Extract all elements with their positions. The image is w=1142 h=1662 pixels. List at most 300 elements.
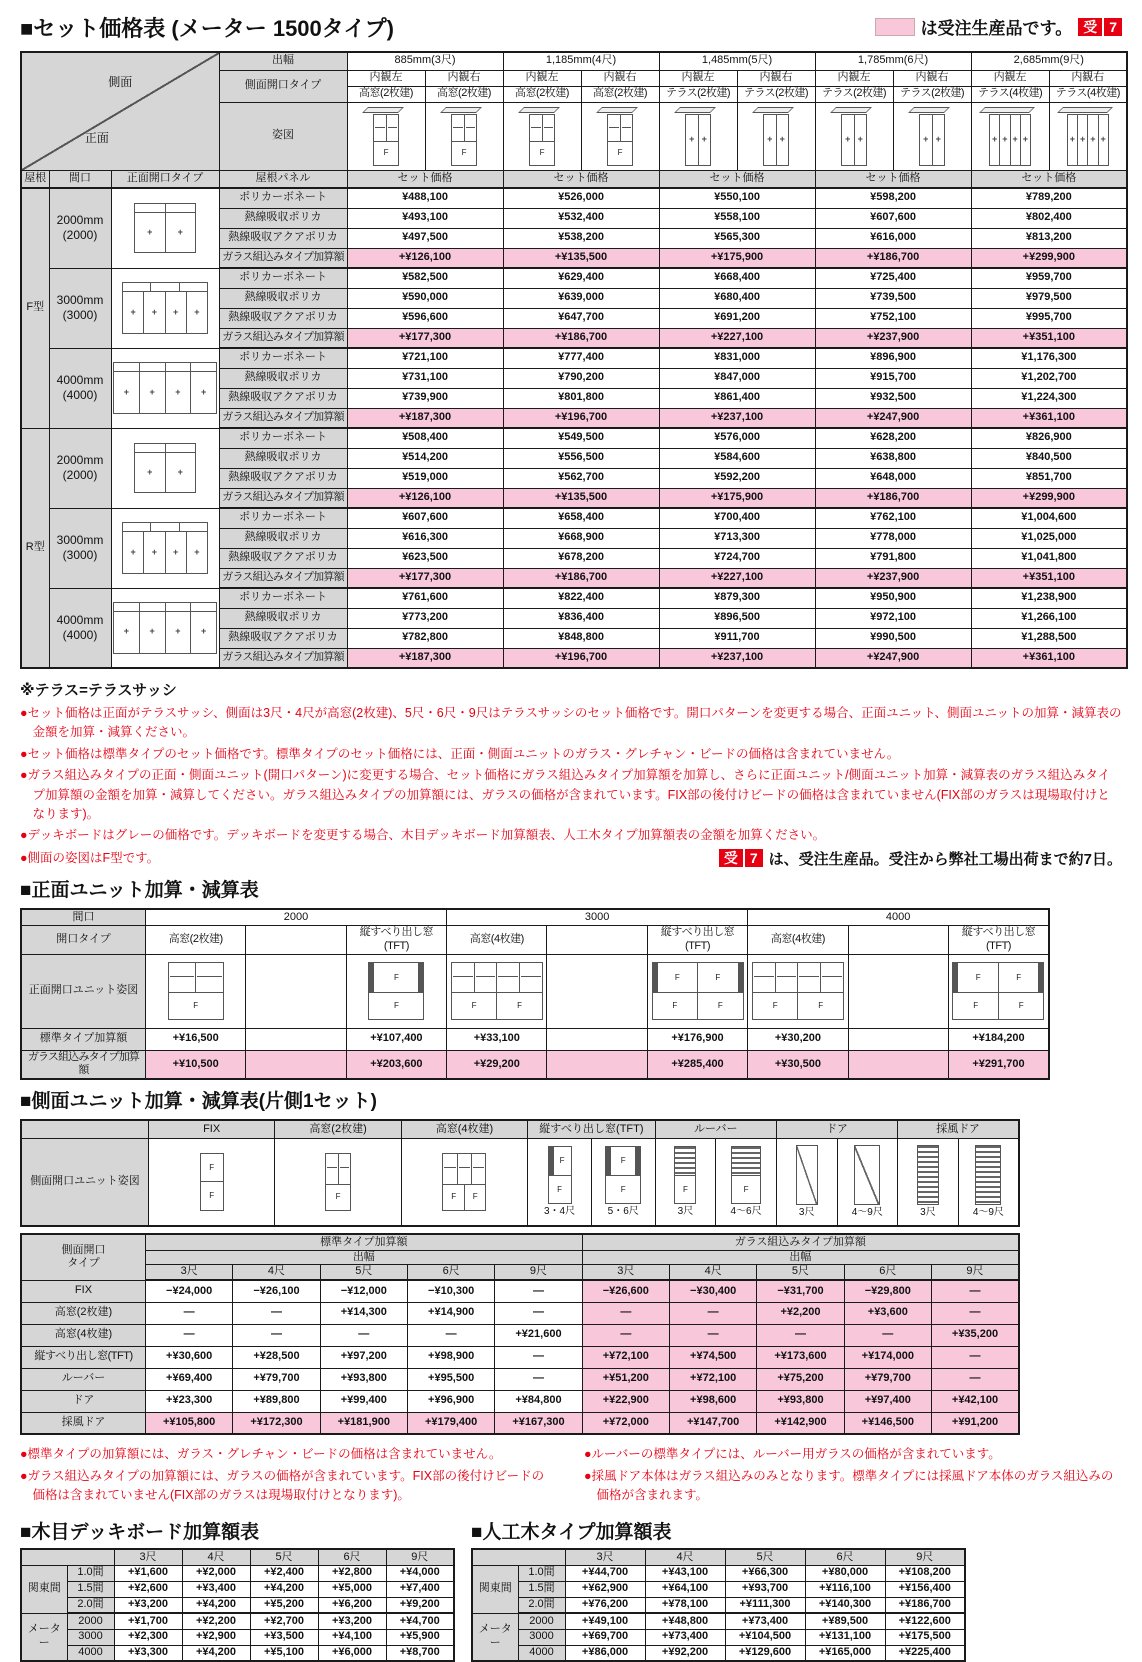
- open-type: 高窓(4枚建): [447, 926, 547, 955]
- maguchi-group: 2000: [145, 909, 446, 926]
- note-bullet: ●ガラス組込みタイプの正面・側面ユニット(開口パターン)に変更する場合、セット価格にガラス組込みタイプ加算額を加算し、さらに正面ユニット/側面ユニット加算・減算表のガラス組込みタイプ加算額の金額を加算・減算してください。ガラス組込みタイプの加算額には、ガラスの価格が含まれています。FIX部の後付けビードの価格は含まれていません(FIX部のガラスは現場取付けとなります)。: [20, 768, 1110, 821]
- group-label: 関東間: [472, 1565, 518, 1613]
- door-icon: [776, 1138, 837, 1226]
- width-header: 885mm(3尺): [347, 52, 503, 70]
- width-header: 3尺: [114, 1549, 182, 1565]
- corner-side-label: 側面: [108, 75, 133, 89]
- front-window-2pane-icon: [111, 188, 219, 268]
- price-cell: ¥596,600: [347, 308, 503, 328]
- vent-door-icon: [898, 1138, 959, 1226]
- maguchi-header: 間口: [49, 170, 111, 188]
- price-cell: ¥790,200: [503, 368, 659, 388]
- sub-label: 2000: [518, 1613, 565, 1629]
- side-type-header: テラス(2枚建): [737, 86, 815, 102]
- side-type-group: ルーバー: [655, 1120, 776, 1138]
- size-caption: 4〜6尺: [730, 1205, 762, 1217]
- price-cell: ¥691,200: [659, 308, 815, 328]
- price-cell: +¥186,700: [503, 568, 659, 588]
- open-type: 縦すべり出し窓(TFT): [948, 926, 1049, 955]
- maguchi-group: 3000: [447, 909, 748, 926]
- price-cell: ¥831,000: [659, 348, 815, 368]
- price-cell: ¥990,500: [815, 628, 971, 648]
- set-price-header: セット価格: [815, 170, 971, 188]
- price-cell: ¥550,100: [659, 188, 815, 208]
- price-cell: ¥813,200: [971, 228, 1127, 248]
- sub-label: 4000: [67, 1645, 114, 1661]
- price-cell: ¥658,400: [503, 508, 659, 528]
- price-cell: ¥826,900: [971, 428, 1127, 448]
- order-badge-left: 受: [1078, 18, 1102, 36]
- price-cell: ¥598,200: [815, 188, 971, 208]
- price-cell: ¥1,224,300: [971, 388, 1127, 408]
- side-type-group: 高窓(4枚建): [401, 1120, 527, 1138]
- price-cell: +¥126,100: [347, 488, 503, 508]
- price-cell: ¥497,500: [347, 228, 503, 248]
- note-bullet: ●採風ドア本体はガラス組込みのみとなります。標準タイプには採風ドア本体のガラス組込みの価格が含まれます。: [584, 1468, 1114, 1502]
- side-highwindow-icon: F: [425, 102, 503, 170]
- price-cell: ¥762,100: [815, 508, 971, 528]
- maguchi-label: 4000mm (4000): [49, 348, 111, 428]
- price-cell: ¥782,800: [347, 628, 503, 648]
- width-header: 1,785mm(6尺): [815, 52, 971, 70]
- inner-left-header: 内観左: [347, 70, 425, 86]
- size-caption: 3尺: [920, 1206, 936, 1218]
- tft-window-icon: F F 3・4尺: [528, 1138, 592, 1226]
- front-window-4pane-icon: [111, 508, 219, 588]
- front-unit-table-title: ■正面ユニット加算・減算表: [20, 879, 259, 901]
- sub-label: 2.0間: [518, 1597, 565, 1613]
- group-label: メーター: [472, 1613, 518, 1661]
- legend-text: は受注生産品です。: [920, 19, 1073, 38]
- front-window-4pane-wide-icon: [111, 588, 219, 668]
- price-cell: ¥777,400: [503, 348, 659, 368]
- side-sugata-header: 側面開口ユニット姿図: [21, 1138, 148, 1226]
- panel-label: ポリカーボネート: [219, 588, 347, 608]
- side-type-header: 高窓(2枚建): [503, 86, 581, 102]
- price-cell: +¥351,100: [971, 328, 1127, 348]
- price-cell: ¥628,200: [815, 428, 971, 448]
- set-price-table: [20, 51, 1128, 669]
- terrace-note: ※テラス=テラスサッシ: [20, 682, 177, 699]
- inner-left-header: 内観左: [659, 70, 737, 86]
- price-cell: +¥237,900: [815, 328, 971, 348]
- inner-right-header: 内観右: [893, 70, 971, 86]
- panel-label: 熱線吸収アクアポリカ: [219, 308, 347, 328]
- row-label: ドア: [21, 1390, 145, 1412]
- side-highwindow-2pane-icon: F: [275, 1138, 401, 1226]
- price-cell: ¥519,000: [347, 468, 503, 488]
- price-cell: ¥592,200: [659, 468, 815, 488]
- width-header: 3尺: [582, 1265, 669, 1280]
- side-type-group: 採風ドア: [898, 1120, 1019, 1138]
- price-cell: ¥638,800: [815, 448, 971, 468]
- price-cell: +¥29,200: [447, 1050, 547, 1079]
- price-cell: +¥10,500: [145, 1050, 245, 1079]
- price-cell: +¥237,900: [815, 568, 971, 588]
- price-cell: ¥623,500: [347, 548, 503, 568]
- front-tft-window-icon: F F F F: [647, 954, 747, 1028]
- price-cell: ¥822,400: [503, 588, 659, 608]
- price-cell: ¥773,200: [347, 608, 503, 628]
- front-highwindow-4pane-icon: F F: [748, 954, 848, 1028]
- price-cell: +¥227,100: [659, 568, 815, 588]
- terrace-2pane-icon: [737, 102, 815, 170]
- price-cell: +¥187,300: [347, 648, 503, 668]
- open-type: 縦すべり出し窓(TFT): [346, 926, 446, 955]
- price-cell: ¥879,300: [659, 588, 815, 608]
- price-cell: +¥16,500: [145, 1028, 245, 1050]
- terrace-2pane-icon: [893, 102, 971, 170]
- price-cell: ¥584,600: [659, 448, 815, 468]
- panel-label: 熱線吸収ポリカ: [219, 448, 347, 468]
- group-label: メーター: [21, 1613, 67, 1661]
- side-type-header: 高窓(2枚建): [581, 86, 659, 102]
- price-cell: +¥175,900: [659, 248, 815, 268]
- maguchi-header: 間口: [21, 909, 145, 926]
- row-label: ルーバー: [21, 1368, 145, 1390]
- inner-left-header: 内観左: [503, 70, 581, 86]
- panel-label: ガラス組込みタイプ加算額: [219, 648, 347, 668]
- price-cell: ¥648,000: [815, 468, 971, 488]
- price-cell: ¥1,266,100: [971, 608, 1127, 628]
- price-cell: ¥590,000: [347, 288, 503, 308]
- price-cell: ¥932,500: [815, 388, 971, 408]
- side-unit-diagram-table: [20, 1119, 1020, 1227]
- price-cell: ¥1,004,600: [971, 508, 1127, 528]
- size-caption: 5・6尺: [607, 1205, 639, 1217]
- terrace-2pane-icon: [659, 102, 737, 170]
- price-cell: +¥203,600: [346, 1050, 446, 1079]
- note-bullet: ●側面の姿図はF型です。: [20, 851, 160, 866]
- price-cell: +¥247,900: [815, 408, 971, 428]
- price-cell: ¥972,100: [815, 608, 971, 628]
- size-caption: 3・4尺: [543, 1205, 576, 1217]
- panel-label: ポリカーボネート: [219, 348, 347, 368]
- debuchi-header: 出幅: [219, 52, 347, 70]
- price-cell: ¥668,400: [659, 268, 815, 288]
- price-cell: +¥186,700: [815, 248, 971, 268]
- price-cell: ¥607,600: [347, 508, 503, 528]
- side-highwindow-icon: F: [581, 102, 659, 170]
- price-cell: +¥361,100: [971, 648, 1127, 668]
- price-cell: +¥175,900: [659, 488, 815, 508]
- price-cell: +¥186,700: [815, 488, 971, 508]
- price-cell: ¥700,400: [659, 508, 815, 528]
- deck-board-section: [20, 1513, 455, 1662]
- side-type-group: 縦すべり出し窓(TFT): [528, 1120, 655, 1138]
- price-cell: ¥1,041,800: [971, 548, 1127, 568]
- panel-label: 熱線吸収ポリカ: [219, 368, 347, 388]
- price-cell: ¥847,000: [659, 368, 815, 388]
- fix-window-icon: F F: [148, 1138, 274, 1226]
- panel-label: 熱線吸収ポリカ: [219, 528, 347, 548]
- panel-label: 熱線吸収アクアポリカ: [219, 468, 347, 488]
- side-type-header: テラス(2枚建): [659, 86, 737, 102]
- sub-label: 1.5間: [518, 1581, 565, 1597]
- panel-label: 熱線吸収アクアポリカ: [219, 548, 347, 568]
- panel-label: 熱線吸収ポリカ: [219, 208, 347, 228]
- price-cell: ¥789,200: [971, 188, 1127, 208]
- row-label: 高窓(4枚建): [21, 1324, 145, 1346]
- sub-label: 1.0間: [67, 1565, 114, 1581]
- note-bullet: ●ルーバーの標準タイプには、ルーバー用ガラスの価格が含まれています。: [584, 1447, 1001, 1462]
- inner-left-header: 内観左: [971, 70, 1049, 86]
- size-caption: 3尺: [677, 1205, 694, 1217]
- sub-label: 4000: [518, 1645, 565, 1661]
- price-cell: ¥532,400: [503, 208, 659, 228]
- inner-right-header: 内観右: [425, 70, 503, 86]
- panel-label: ガラス組込みタイプ加算額: [219, 248, 347, 268]
- louver-icon: F 3尺: [655, 1138, 716, 1226]
- price-cell: ¥582,500: [347, 268, 503, 288]
- debuchi-header: 出幅: [145, 1250, 582, 1265]
- maguchi-label: 3000mm (3000): [49, 268, 111, 348]
- side-open-type-header: 側面開口 タイプ: [21, 1234, 145, 1280]
- front-window-4pane-wide-icon: [111, 348, 219, 428]
- price-cell: ¥739,500: [815, 288, 971, 308]
- vent-door-icon: [958, 1138, 1019, 1226]
- inner-left-header: 内観左: [815, 70, 893, 86]
- price-cell: +¥237,100: [659, 408, 815, 428]
- price-cell: ¥848,800: [503, 628, 659, 648]
- width-header: 3尺: [145, 1265, 232, 1280]
- price-cell: ¥538,200: [503, 228, 659, 248]
- door-icon: [837, 1138, 898, 1226]
- roof-panel-header: 屋根パネル: [219, 170, 347, 188]
- sub-label: 2000: [67, 1613, 114, 1629]
- size-caption: 4〜9尺: [972, 1206, 1004, 1218]
- price-cell: ¥801,800: [503, 388, 659, 408]
- side-type-group: ドア: [776, 1120, 897, 1138]
- panel-label: ポリカーボネート: [219, 188, 347, 208]
- price-cell: +¥177,300: [347, 568, 503, 588]
- width-header: 3尺: [565, 1549, 645, 1565]
- price-cell: +¥135,500: [503, 488, 659, 508]
- panel-label: ガラス組込みタイプ加算額: [219, 568, 347, 588]
- width-header: 2,685mm(9尺): [971, 52, 1127, 70]
- panel-label: ポリカーボネート: [219, 268, 347, 288]
- roof-header: 屋根: [21, 170, 49, 188]
- louver-icon: F 4〜6尺: [716, 1138, 777, 1226]
- order-badge: [1078, 18, 1122, 36]
- price-cell: +¥227,100: [659, 328, 815, 348]
- price-cell: +¥107,400: [346, 1028, 446, 1050]
- set-price-header: セット価格: [503, 170, 659, 188]
- price-cell: ¥851,700: [971, 468, 1127, 488]
- std-group-header: 標準タイプ加算額: [145, 1234, 582, 1250]
- price-cell: ¥836,400: [503, 608, 659, 628]
- panel-label: ポリカーボネート: [219, 428, 347, 448]
- price-cell: ¥616,000: [815, 228, 971, 248]
- price-cell: ¥616,300: [347, 528, 503, 548]
- open-type: 高窓(4枚建): [748, 926, 848, 955]
- width-header: 1,485mm(5尺): [659, 52, 815, 70]
- note-bullet: ●ガラス組込みタイプの加算額には、ガラスの価格が含まれています。FIX部の後付けビードの価格は含まれていません(FIX部のガラスは現場取付けとなります)。: [20, 1468, 545, 1502]
- price-cell: +¥184,200: [948, 1028, 1049, 1050]
- sub-label: 1.5間: [67, 1581, 114, 1597]
- panel-label: 熱線吸収アクアポリカ: [219, 228, 347, 248]
- sub-label: 1.0間: [518, 1565, 565, 1581]
- price-cell: ¥896,900: [815, 348, 971, 368]
- maguchi-label: 2000mm (2000): [49, 428, 111, 508]
- row-label: 縦すべり出し窓(TFT): [21, 1346, 145, 1368]
- panel-label: ガラス組込みタイプ加算額: [219, 488, 347, 508]
- front-unit-table: [20, 908, 1050, 1081]
- side-type-group: FIX: [148, 1120, 274, 1138]
- sub-label: 3000: [518, 1629, 565, 1645]
- price-cell: ¥1,025,000: [971, 528, 1127, 548]
- order-note-text: は、受注生産品。受注から弊社工場出荷まで約7日。: [768, 850, 1122, 868]
- price-cell: ¥514,200: [347, 448, 503, 468]
- price-cell: ¥791,800: [815, 548, 971, 568]
- side-type-header: 高窓(2枚建): [425, 86, 503, 102]
- price-cell: ¥752,100: [815, 308, 971, 328]
- page-title: ■セット価格表 (メーター 1500タイプ): [20, 16, 395, 41]
- roof-type-label: F型: [21, 188, 49, 428]
- inner-right-header: 内観右: [1049, 70, 1127, 86]
- price-cell: ¥778,000: [815, 528, 971, 548]
- tft-window-icon: F F 5・6尺: [591, 1138, 655, 1226]
- price-cell: ¥725,400: [815, 268, 971, 288]
- note-bullet: ●標準タイプの加算額には、ガラス・グレチャン・ビードの価格は含まれていません。: [20, 1447, 502, 1462]
- price-cell: ¥840,500: [971, 448, 1127, 468]
- sub-label: 2.0間: [67, 1597, 114, 1613]
- deck-board-table: 3尺 4尺 5尺 6尺 9尺 関東間 1.0間 +¥1,600 +¥2,000 +¥2,400 +¥2,800 +¥4,000 1.5間 +¥2,600 +¥3,400 +¥4,200 +¥5,000 +¥7,400 2.0間 +¥3,200 +¥4,200 +¥5,200 +¥6,200 +¥9,200 メーター 2000 +¥1,700 +¥2,200 +¥2,700 +¥3,200 +¥4,700 3000 +¥2,300 +¥2,900 +¥3,500 +¥4,100 +¥5,900 4000 +¥3,300 +¥4,200 +¥5,100 +¥6,000 +¥8,700: [20, 1548, 455, 1662]
- price-cell: ¥739,900: [347, 388, 503, 408]
- price-cell: +¥177,300: [347, 328, 503, 348]
- row-label: FIX: [21, 1280, 145, 1302]
- order-lead-time-note: [719, 848, 1122, 869]
- front-sugata-header: 正面開口ユニット姿図: [21, 954, 145, 1028]
- price-cell: ¥1,288,500: [971, 628, 1127, 648]
- sugata-header: 姿図: [219, 102, 347, 170]
- side-highwindow-icon: F: [347, 102, 425, 170]
- footnotes: [20, 1443, 1122, 1507]
- maguchi-label: 3000mm (3000): [49, 508, 111, 588]
- price-cell: ¥668,900: [503, 528, 659, 548]
- price-cell: ¥896,500: [659, 608, 815, 628]
- width-header: 1,185mm(4尺): [503, 52, 659, 70]
- note-bullet: ●デッキボードはグレーの価格です。デッキボードを変更する場合、木目デッキボード加算額表、人工木タイプ加算額表の金額を加算ください。: [20, 828, 826, 843]
- price-cell: ¥526,000: [503, 188, 659, 208]
- price-cell: ¥724,700: [659, 548, 815, 568]
- panel-label: 熱線吸収ポリカ: [219, 288, 347, 308]
- row-label: 採風ドア: [21, 1412, 145, 1434]
- price-cell: ¥629,400: [503, 268, 659, 288]
- price-cell: ¥915,700: [815, 368, 971, 388]
- price-cell: +¥351,100: [971, 568, 1127, 588]
- price-cell: ¥713,300: [659, 528, 815, 548]
- set-price-header: セット価格: [659, 170, 815, 188]
- panel-label: ポリカーボネート: [219, 508, 347, 528]
- price-cell: ¥761,600: [347, 588, 503, 608]
- price-cell: ¥995,700: [971, 308, 1127, 328]
- open-type: 縦すべり出し窓(TFT): [647, 926, 747, 955]
- price-cell: ¥802,400: [971, 208, 1127, 228]
- front-window-4pane-icon: [111, 268, 219, 348]
- price-cell: +¥176,900: [647, 1028, 747, 1050]
- price-cell: ¥678,200: [503, 548, 659, 568]
- front-tft-window-icon: F F F F: [948, 954, 1049, 1028]
- note-bullet: ●セット価格は標準タイプのセット価格です。標準タイプのセット価格には、正面・側面ユニットのガラス・グレチャン・ビードの価格は含まれていません。: [20, 746, 900, 761]
- front-highwindow-4pane-icon: F F: [447, 954, 547, 1028]
- price-cell: ¥508,400: [347, 428, 503, 448]
- panel-label: ガラス組込みタイプ加算額: [219, 408, 347, 428]
- debuchi-header: 出幅: [582, 1250, 1019, 1265]
- panel-label: 熱線吸収アクアポリカ: [219, 388, 347, 408]
- order-legend: [875, 14, 1122, 39]
- deck-table-title: ■木目デッキボード加算額表: [20, 1522, 260, 1544]
- price-cell: +¥299,900: [971, 248, 1127, 268]
- order-badge: 受 7: [719, 849, 763, 867]
- price-cell: +¥196,700: [503, 648, 659, 668]
- sub-label: 3000: [67, 1629, 114, 1645]
- price-cell: ¥576,000: [659, 428, 815, 448]
- price-cell: ¥558,100: [659, 208, 815, 228]
- price-cell: ¥565,300: [659, 228, 815, 248]
- price-cell: ¥680,400: [659, 288, 815, 308]
- price-cell: ¥861,400: [659, 388, 815, 408]
- price-cell: +¥135,500: [503, 248, 659, 268]
- price-cell: +¥299,900: [971, 488, 1127, 508]
- price-cell: +¥285,400: [647, 1050, 747, 1079]
- price-cell: +¥291,700: [948, 1050, 1049, 1079]
- side-type-header: テラス(2枚建): [815, 86, 893, 102]
- artificial-wood-table: 3尺 4尺 5尺 6尺 9尺 関東間 1.0間 +¥44,700 +¥43,100 +¥66,300 +¥80,000 +¥108,200 1.5間 +¥62,900 +¥64,100 +¥93,700 +¥116,100 +¥156,400 2.0間 +¥76,200 +¥78,100 +¥111,300 +¥140,300 +¥186,700 メーター 2000 +¥49,100 +¥48,800 +¥73,400 +¥89,500 +¥122,600 3000 +¥69,700 +¥73,400 +¥104,500 +¥131,100 +¥175,500 4000 +¥86,000 +¥92,200 +¥129,600 +¥165,000 +¥225,400: [471, 1548, 966, 1662]
- price-cell: +¥237,100: [659, 648, 815, 668]
- row-label: 高窓(2枚建): [21, 1302, 145, 1324]
- order-badge-right: 7: [1102, 18, 1122, 36]
- price-cell: ¥647,700: [503, 308, 659, 328]
- price-cell: +¥361,100: [971, 408, 1127, 428]
- size-caption: 3尺: [798, 1206, 815, 1218]
- price-cell: ¥911,700: [659, 628, 815, 648]
- note-bullet: ●セット価格は正面がテラスサッシ、側面は3尺・4尺が高窓(2枚建)、5尺・6尺・9尺はテラスサッシのセット価格です。開口パターンを変更する場合、正面ユニット、側面ユニットの加算・減算表の金額を加算・減算ください。: [20, 706, 1122, 740]
- price-cell: +¥247,900: [815, 648, 971, 668]
- price-cell: ¥1,176,300: [971, 348, 1127, 368]
- price-cell: ¥549,500: [503, 428, 659, 448]
- price-cell: +¥30,200: [748, 1028, 848, 1050]
- glass-addition-label: ガラス組込みタイプ加算額: [21, 1050, 145, 1079]
- price-cell: ¥731,100: [347, 368, 503, 388]
- side-type-header: テラス(4枚建): [1049, 86, 1127, 102]
- price-cell: ¥721,100: [347, 348, 503, 368]
- side-highwindow-4pane-icon: F F: [401, 1138, 527, 1226]
- maguchi-label: 2000mm (2000): [49, 188, 111, 268]
- price-cell: ¥959,700: [971, 268, 1127, 288]
- glass-group-header: ガラス組込みタイプ加算額: [582, 1234, 1019, 1250]
- terrace-4pane-icon: [1049, 102, 1127, 170]
- side-open-type-header: 側面開口タイプ: [219, 70, 347, 102]
- std-addition-label: 標準タイプ加算額: [21, 1028, 145, 1050]
- corner-front-label: 正面: [84, 130, 109, 145]
- price-cell: ¥562,700: [503, 468, 659, 488]
- price-cell: ¥556,500: [503, 448, 659, 468]
- corner-cell: [21, 52, 219, 170]
- side-type-header: テラス(4枚建): [971, 86, 1049, 102]
- side-type-header: 高窓(2枚建): [347, 86, 425, 102]
- price-cell: ¥488,100: [347, 188, 503, 208]
- front-tft-window-icon: F F: [346, 954, 446, 1028]
- price-cell: +¥196,700: [503, 408, 659, 428]
- side-unit-table-title: ■側面ユニット加算・減算表(片側1セット): [20, 1091, 377, 1113]
- price-cell: +¥30,500: [748, 1050, 848, 1079]
- terrace-2pane-icon: [815, 102, 893, 170]
- artificial-wood-section: [471, 1513, 966, 1662]
- side-type-header: テラス(2枚建): [893, 86, 971, 102]
- side-type-group: 高窓(2枚建): [275, 1120, 401, 1138]
- roof-type-label: R型: [21, 428, 49, 668]
